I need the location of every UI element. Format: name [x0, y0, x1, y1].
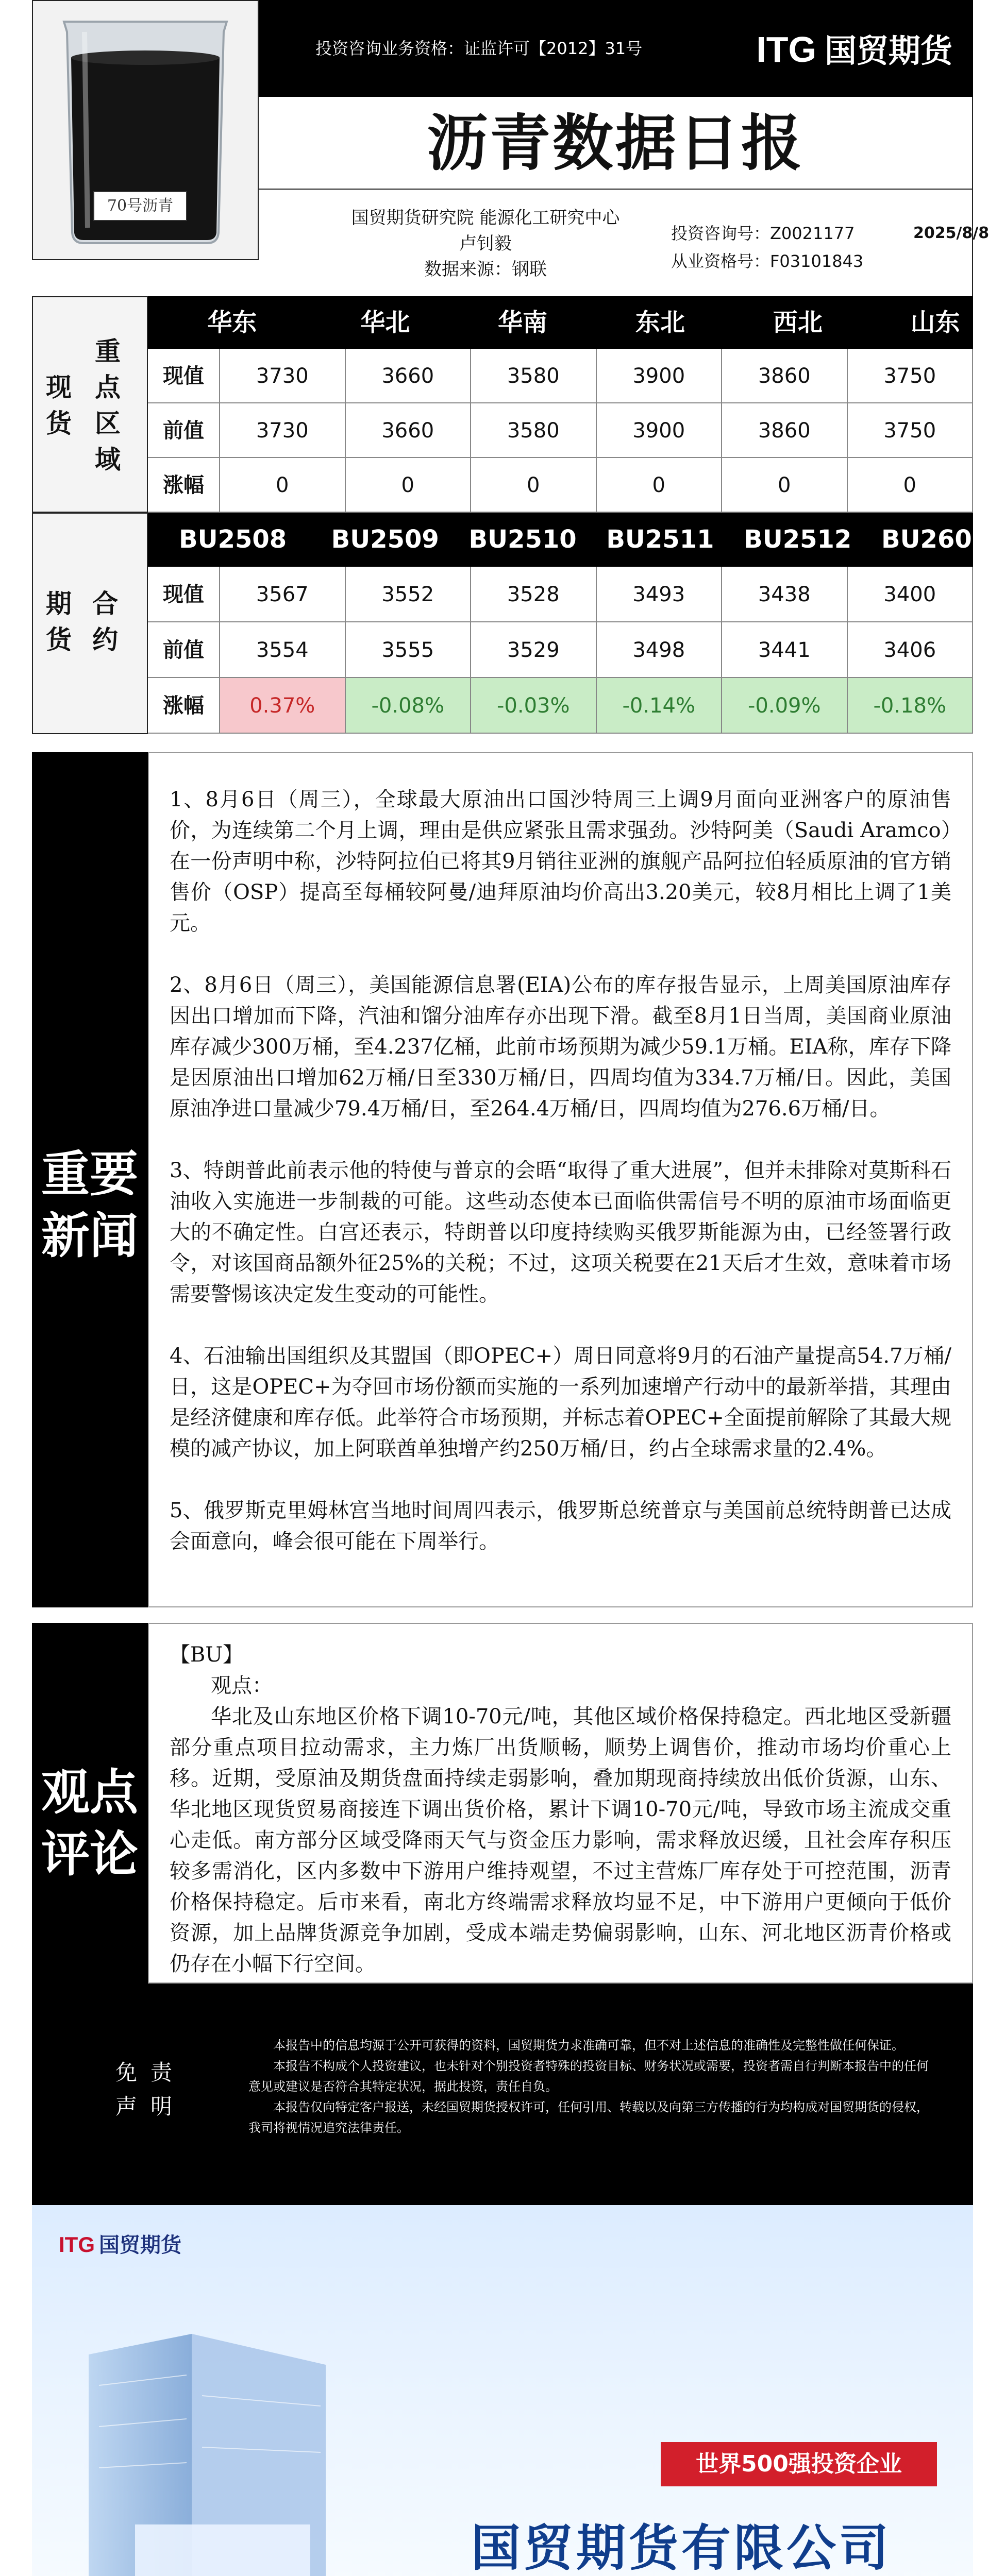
- table-cell: -0.14%: [597, 678, 723, 734]
- title-box: [259, 97, 973, 190]
- company-slogan: [424, 2574, 939, 2576]
- org-line-2: 卢钊毅: [459, 233, 512, 254]
- beaker-image: [32, 0, 259, 260]
- page-title: 沥青数据日报: [426, 108, 804, 179]
- spot-table: [32, 296, 973, 513]
- disclaimer-line: 本报告仅向特定客户报送，未经国贸期货授权许可，任何引用、转载以及向第三方传播的行为均构成对国贸期货的侵权，我司将视情况追究法律责任。: [248, 2100, 929, 2135]
- practice-number: 从业资格号：F03101843: [671, 251, 864, 271]
- table-cell: 0: [471, 458, 597, 513]
- row-label: 涨幅: [148, 678, 220, 734]
- spot-side-label: [32, 296, 148, 513]
- table-cell: 3900: [597, 403, 723, 458]
- table-cell: -0.09%: [722, 678, 848, 734]
- company-name: 国贸期货有限公司: [471, 2519, 892, 2576]
- column-header: 东北: [635, 308, 685, 337]
- column-header: BU2510: [468, 525, 577, 554]
- view-band: [32, 1623, 148, 1984]
- table-cell: 3438: [722, 567, 848, 622]
- table-cell: 3441: [722, 622, 848, 678]
- news-item: 1、8月6日（周三），全球最大原油出口国沙特周三上调9月面向亚洲客户的原油售价，为连续第二个月上调，理由是供应紧张且需求强劲。沙特阿美（Saudi Aramco）在一份声明中称，沙特阿拉伯已将其9月销往亚洲的旗舰产品阿拉伯轻质原油的官方销售价（OSP）提高至每桶较阿曼/迪拜原油均价高出3.20美元，较8月相比上调了1美元。: [170, 788, 951, 935]
- fortune500-badge: 世界500强投资企业: [661, 2442, 937, 2486]
- table-cell: 3730: [220, 403, 346, 458]
- org-line-1: 国贸期货研究院 能源化工研究中心: [351, 208, 620, 228]
- table-cell: 0: [597, 458, 723, 513]
- table-cell: -0.18%: [848, 678, 974, 734]
- table-cell: 0: [220, 458, 346, 513]
- org-info: [321, 205, 650, 282]
- table-cell: 3660: [346, 349, 472, 403]
- ad-logo: [59, 2229, 181, 2258]
- table-cell: -0.03%: [471, 678, 597, 734]
- table-cell: 3406: [848, 622, 974, 678]
- table-cell: 3552: [346, 567, 472, 622]
- table-cell: 3750: [848, 349, 974, 403]
- futures-label-right: 合约: [92, 589, 118, 655]
- report-date: 2025/8/8: [913, 224, 990, 242]
- table-cell: 3860: [722, 349, 848, 403]
- column-header: BU2511: [606, 525, 714, 554]
- news-item: 5、俄罗斯克里姆林宫当地时间周四表示，俄罗斯总统普京与美国前总统特朗普已达成会面意向，峰会很可能在下周举行。: [170, 1499, 951, 1553]
- table-cell: 3860: [722, 403, 848, 458]
- table-cell: 0.37%: [220, 678, 346, 734]
- view-tag: 【BU】: [170, 1643, 244, 1667]
- column-header: 华北: [360, 308, 410, 337]
- view-body: 华北及山东地区价格下调10-70元/吨，其他区域价格保持稳定。西北地区受新疆部分重点项目拉动需求，主力炼厂出货顺畅，顺势上调售价，推动市场均价重心上移。近期，受原油及期货盘面持续走弱影响，叠加期现商持续放出低价货源，山东、华北地区现货贸易商接连下调出货价格，累计下调10-70元/吨，导致市场主流成交重心走低。南方部分区域受降雨天气与资金压力影响，需求释放迟缓，且社会库存积压较多需消化，区内多数中下游用户维持观望，不过主营炼厂库存处于可控范围，沥青价格保持稳定。后市来看，南北方终端需求释放均显不足，中下游用户更倾向于低价资源，加上品牌货源竞争加剧，受成本端走势偏弱影响，山东、河北地区沥青价格或仍存在小幅下行空间。: [170, 1705, 951, 1976]
- news-item: 3、特朗普此前表示他的特使与普京的会晤“取得了重大进展”，但并未排除对莫斯科石油收入实施进一步制裁的可能。这些动态使本已面临供需信号不明的原油市场面临更大的不确定性。白宫还表示，特朗普以印度持续购买俄罗斯能源为由，已经签署行政令，对该国商品额外征25%的关税；不过，这项关税要在21天后才生效，意味着市场需要警惕该决定发生变动的可能性。: [170, 1159, 951, 1306]
- footer-ad: [32, 2205, 973, 2576]
- table-cell: 3580: [471, 403, 597, 458]
- table-cell: 3554: [220, 622, 346, 678]
- table-cell: -0.08%: [346, 678, 472, 734]
- disclaimer-line: 本报告不构成个人投资建议，也未针对个别投资者特殊的投资目标、财务状况或需要，投资者需自行判断本报告中的任何意见或建议是否符合其特定状况，据此投资，责任自负。: [248, 2059, 929, 2094]
- table-cell: 3580: [471, 349, 597, 403]
- disclaimer-label: 免责声明: [115, 2060, 186, 2119]
- view-content: [148, 1623, 973, 1984]
- beaker-label: 70号沥青: [107, 197, 174, 215]
- table-cell: 3528: [471, 567, 597, 622]
- report-header: [32, 0, 990, 296]
- office-tower-icon: [58, 2334, 346, 2576]
- column-header: BU2512: [744, 525, 852, 554]
- meta-info: [259, 190, 990, 296]
- table-cell: 3555: [346, 622, 472, 678]
- news-band: [32, 752, 148, 1607]
- row-label: 前值: [148, 403, 220, 458]
- table-cell: 0: [346, 458, 472, 513]
- column-header: BU2509: [331, 525, 439, 554]
- table-cell: 3730: [220, 349, 346, 403]
- spot-label-left: 现货: [46, 372, 72, 438]
- table-cell: 3400: [848, 567, 974, 622]
- org-line-3: 数据来源：钢联: [424, 259, 547, 280]
- disclaimer-text: [248, 2035, 939, 2138]
- table-cell: 3493: [597, 567, 723, 622]
- column-header: BU2601: [881, 525, 990, 554]
- row-label: 前值: [148, 622, 220, 678]
- table-cell: 0: [722, 458, 848, 513]
- ad-logo-cn: 国贸期货: [99, 2233, 181, 2257]
- table-cell: 3498: [597, 622, 723, 678]
- row-label: 现值: [148, 349, 220, 403]
- table-cell: 3900: [597, 349, 723, 403]
- futures-side-label: [32, 513, 148, 734]
- table-cell: 0: [848, 458, 974, 513]
- row-label: 现值: [148, 567, 220, 622]
- news-content: [148, 752, 973, 1607]
- futures-label-left: 期货: [46, 589, 72, 655]
- news-item: 2、8月6日（周三），美国能源信息署(EIA)公布的库存报告显示，上周美国原油库存因出口增加而下降，汽油和馏分油库存亦出现下滑。截至8月1日当周，美国商业原油库存减少300万桶，至4.237亿桶，此前市场预期为减少59.1万桶。EIA称，库存下降是因原油出口增加62万桶/日至330万桶/日，四周均值为334.7万桶/日。因此，美国原油净进口量减少79.4万桶/日，至264.4万桶/日，四周均值为276.6万桶/日。: [170, 973, 951, 1121]
- column-header: 西北: [773, 308, 823, 337]
- column-header: BU2508: [179, 525, 287, 554]
- disclaimer-line: 本报告中的信息均源于公开可获得的资料，国贸期货力求准确可靠，但不对上述信息的准确性及完整性做任何保证。: [273, 2038, 904, 2053]
- column-header: 山东: [910, 308, 960, 337]
- news-band-label: 重要新闻: [41, 1146, 138, 1264]
- table-cell: 3660: [346, 403, 472, 458]
- view-sub: 观点：: [211, 1674, 273, 1698]
- view-band-label: 观点评论: [41, 1765, 138, 1883]
- column-header: 华东: [207, 308, 257, 337]
- logo-cn: 国贸期货: [824, 32, 952, 70]
- top-black-bar: [259, 0, 973, 97]
- consult-number: 投资咨询号：Z0021177: [671, 224, 855, 243]
- table-cell: 3750: [848, 403, 974, 458]
- row-label: 涨幅: [148, 458, 220, 513]
- table-cell: 3529: [471, 622, 597, 678]
- spot-label-right: 重点区域: [95, 336, 121, 474]
- news-item: 4、石油输出国组织及其盟国（即OPEC+）周日同意将9月的石油产量提高54.7万桶/日，这是OPEC+为夺回市场份额而实施的一系列加速增产行动中的最新举措，其理由是经济健康和库存低。此举符合市场预期，并标志着OPEC+全面提前解除了其最大规模的减产协议，加上阿联酋单独增产约250万桶/日，约占全球需求量的2.4%。: [170, 1344, 951, 1461]
- report-page: [32, 0, 990, 2576]
- license-text: 投资咨询业务资格：证监许可【2012】31号: [315, 39, 643, 58]
- itg-logo: [756, 30, 952, 69]
- qualification-info: [671, 219, 863, 275]
- logo-en: ITG: [756, 29, 816, 70]
- column-header: 华南: [498, 308, 548, 337]
- disclaimer: [32, 1984, 973, 2205]
- ad-logo-en: ITG: [59, 2232, 95, 2257]
- table-cell: 3567: [220, 567, 346, 622]
- futures-table: [32, 513, 990, 734]
